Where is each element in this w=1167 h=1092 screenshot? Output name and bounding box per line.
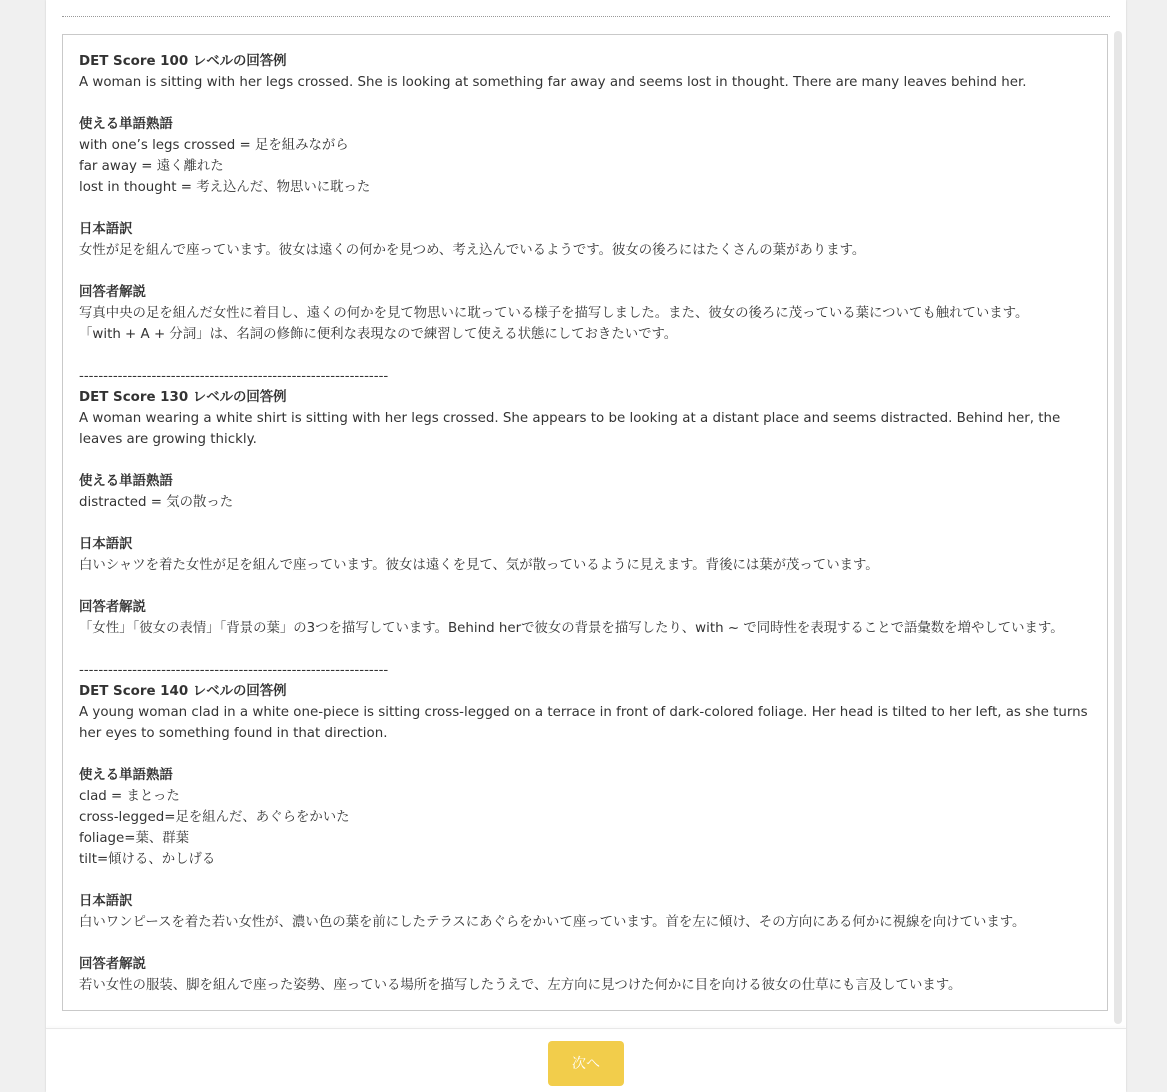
- translation-text: 白いワンピースを着た若い女性が、濃い色の葉を前にしたテラスにあぐらをかいて座っています。首を左に傾け、その方向にある何かに視線を向けています。: [79, 915, 1026, 930]
- vocab-item: tilt=傾ける、かしげる: [79, 852, 216, 867]
- vocab-heading: 使える単語熟語: [79, 117, 173, 132]
- scrollbar[interactable]: [1114, 31, 1122, 1024]
- sample-answers-content: [79, 51, 1089, 996]
- footer-divider: [46, 1028, 1126, 1029]
- section-separator: ----------------------------------------------------------------: [79, 369, 389, 384]
- vocab-item: foliage=葉、群葉: [79, 831, 190, 846]
- translation-heading: 日本語訳: [79, 537, 133, 552]
- translation-heading: 日本語訳: [79, 894, 133, 909]
- translation-heading: 日本語訳: [79, 222, 133, 237]
- vocab-item: cross-legged=足を組んだ、あぐらをかいた: [79, 810, 350, 825]
- commentary-heading: 回答者解説: [79, 600, 146, 615]
- top-divider: [62, 16, 1110, 17]
- sample-answers-box[interactable]: [62, 34, 1108, 1011]
- commentary-heading: 回答者解説: [79, 957, 146, 972]
- translation-text: 白いシャツを着た女性が足を組んで座っています。彼女は遠くを見て、気が散っているように見えます。背後には葉が茂っています。: [79, 558, 879, 573]
- translation-text: 女性が足を組んで座っています。彼女は遠くの何かを見つめ、考え込んでいるようです。彼女の後ろにはたくさんの葉があります。: [79, 243, 866, 258]
- vocab-item: lost in thought = 考え込んだ、物思いに耽った: [79, 180, 371, 195]
- vocab-item: distracted = 気の散った: [79, 495, 234, 510]
- vocab-item: clad = まとった: [79, 789, 180, 804]
- section-separator: ----------------------------------------------------------------: [79, 663, 389, 678]
- vocab-heading: 使える単語熟語: [79, 474, 173, 489]
- sample-answer-text: A young woman clad in a white one-piece is sitting cross-legged on a terrace in front of dark-colored foliage. Her head is tilted to her left, as she turns her eyes to something found in that direction.: [79, 705, 1088, 741]
- vocab-item: with one’s legs crossed = 足を組みながら: [79, 138, 349, 153]
- vocab-item: far away = 遠く離れた: [79, 159, 224, 174]
- section-heading: DET Score 140 レベルの回答例: [79, 684, 287, 699]
- sample-answer-text: A woman is sitting with her legs crossed. She is looking at something far away and seems lost in thought. There are many leaves behind her.: [79, 75, 1027, 90]
- commentary-text: 若い女性の服装、脚を組んで座った姿勢、座っている場所を描写したうえで、左方向に見つけた何かに目を向ける彼女の仕草にも言及しています。: [79, 978, 962, 993]
- next-button[interactable]: 次へ: [548, 1041, 624, 1086]
- section-heading: DET Score 100 レベルの回答例: [79, 54, 287, 69]
- sample-answer-text: A woman wearing a white shirt is sitting with her legs crossed. She appears to be looking at a distant place and seems distracted. Behind her, the leaves are growing thickly.: [79, 411, 1061, 447]
- commentary-text: 「with + A + 分詞」は、名詞の修飾に便利な表現なので練習して使える状態にしておきたいです。: [79, 327, 678, 342]
- section-heading: DET Score 130 レベルの回答例: [79, 390, 287, 405]
- commentary-heading: 回答者解説: [79, 285, 146, 300]
- commentary-text: 「女性」「彼女の表情」「背景の葉」の3つを描写しています。Behind herで彼女の背景を描写したり、with ~ で同時性を表現することで語彙数を増やしています。: [79, 621, 1064, 636]
- commentary-text: 写真中央の足を組んだ女性に着目し、遠くの何かを見て物思いに耽っている様子を描写しました。また、彼女の後ろに茂っている葉についても触れています。: [79, 306, 1029, 321]
- vocab-heading: 使える単語熟語: [79, 768, 173, 783]
- content-card: [46, 0, 1126, 1092]
